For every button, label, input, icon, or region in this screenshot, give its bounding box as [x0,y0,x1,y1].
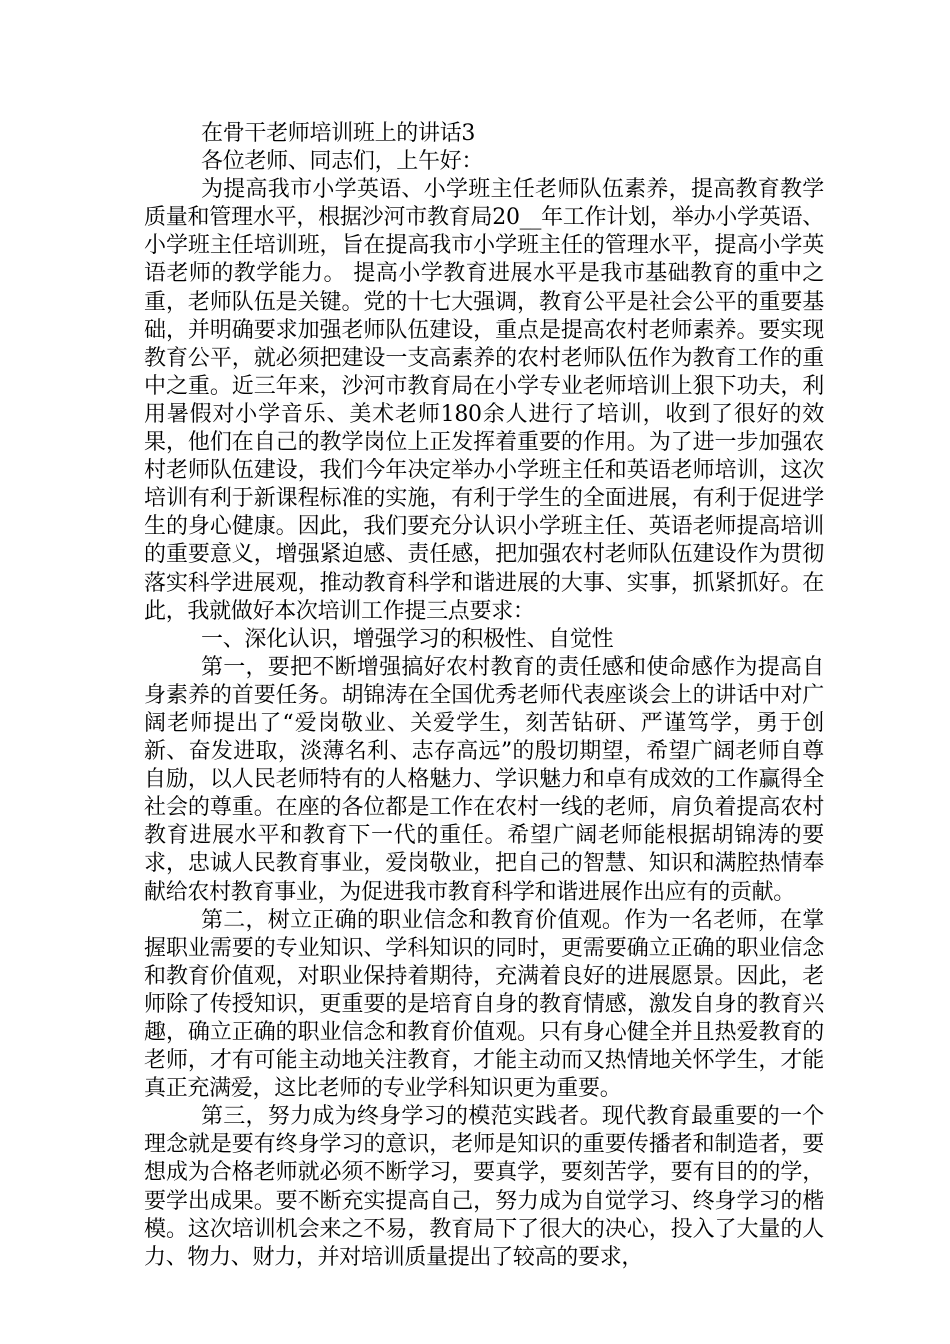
greeting: 各位老师、同志们，上午好： [201,149,484,175]
paragraph-third-point: 第三，努力成为终身学习的模范实践者。现代教育最重要的一个理念就是要有终身学习的意识，老师是知识的重要传播者和制造者，要想成为合格老师就必须不断学习，要真学，要刻苦学，要有目的的学，要学出成果。要不断充实提高自己，努力成为自觉学习、终身学习的楷模。这次培训机会来之不易，教育局下了很大的决心，投入了大量的人力、物力、财力，并对培训质量提出了较高的要求， [144,1104,824,1270]
paragraph-intro: 为提高我市小学英语、小学班主任老师队伍素养，提高教育教学质量和管理水平，根据沙河市教育局20__年工作计划，举办小学英语、小学班主任培训班，旨在提高我市小学班主任的管理水平，提高小学英语老师的教学能力。 提高小学教育进展水平是我市基础教育的重中之重，老师队伍是关键。党的十七大强调，教育公平是社会公平的重要基础，并明确要求加强老师队伍建设，重点是提高农村老师素养。要实现教育公平，就必须把建设一支高素养的农村老师队伍作为教育工作的重中之重。近三年来，沙河市教育局在小学专业老师培训上狠下功夫，利用暑假对小学音乐、美术老师180余人进行了培训，收到了很好的效果，他们在自己的教学岗位上正发挥着重要的作用。为了进一步加强农村老师队伍建设，我们今年决定举办小学班主任和英语老师培训，这次培训有利于新课程标准的实施，有利于学生的全面进展，有利于促进学生的身心健康。因此，我们要充分认识小学班主任、英语老师提高培训的重要意义，增强紧迫感、责任感，把加强农村老师队伍建设作为贯彻落实科学进展观，推动教育科学和谐进展的大事、实事，抓紧抓好。在此，我就做好本次培训工作提三点要求： [144,177,824,624]
document-title: 在骨干老师培训班上的讲话3 [201,121,476,146]
paragraph-first-point: 第一，要把不断增强搞好农村教育的责任感和使命感作为提高自身素养的首要任务。胡锦涛在全国优秀老师代表座谈会上的讲话中对广阔老师提出了“爱岗敬业、关爱学生，刻苦钻研、严谨笃学，勇于创新、奋发进取，淡薄名利、志存高远”的殷切期望，希望广阔老师自尊自励，以人民老师特有的人格魅力、学识魅力和卓有成效的工作赢得全社会的尊重。在座的各位都是工作在农村一线的老师，肩负着提高农村教育进展水平和教育下一代的重任。希望广阔老师能根据胡锦涛的要求，忠诚人民教育事业，爱岗敬业，把自己的智慧、知识和满腔热情奉献给农村教育事业，为促进我市教育科学和谐进展作出应有的贡献。 [144,654,824,905]
document-body [144,120,824,1272]
paragraph-second-point: 第二，树立正确的职业信念和教育价值观。作为一名老师，在掌握职业需要的专业知识、学科知识的同时，更需要确立正确的职业信念和教育价值观，对职业保持着期待，充满着良好的进展愿景。因此，老师除了传授知识，更重要的是培育自身的教育情感，激发自身的教育兴趣，确立正确的职业信念和教育价值观。只有身心健全并且热爱教育的老师，才有可能主动地关注教育，才能主动而又热情地关怀学生，才能真正充满爱，这比老师的专业学科知识更为重要。 [144,907,824,1102]
section-heading-1: 一、深化认识，增强学习的积极性、自觉性 [201,626,614,652]
